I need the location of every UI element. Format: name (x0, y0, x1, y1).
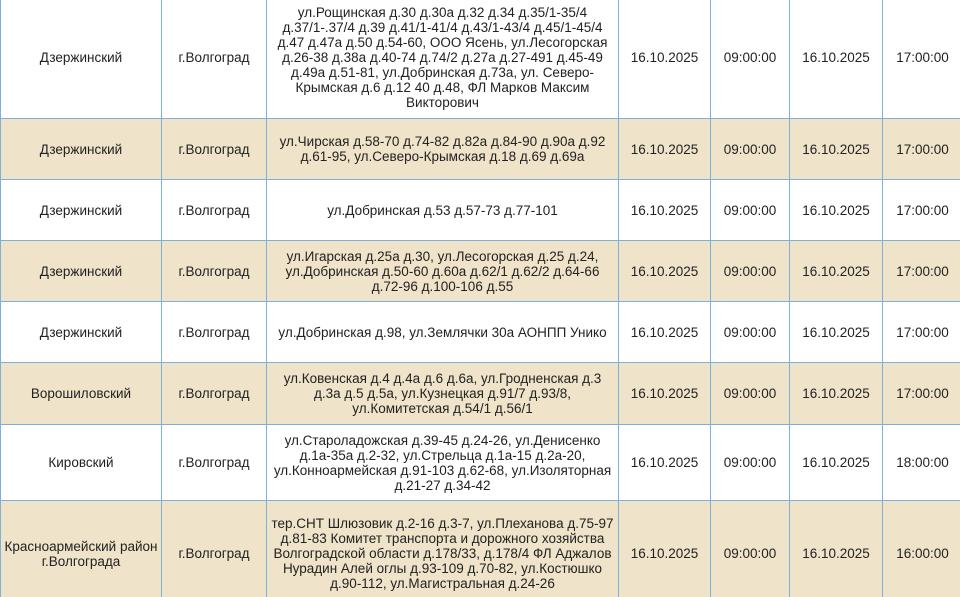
city-cell: г.Волгоград (162, 302, 267, 363)
table-row (1, 302, 960, 363)
city-cell: г.Волгоград (162, 501, 267, 597)
end-date-cell: 16.10.2025 (790, 363, 883, 425)
start-date-cell: 16.10.2025 (619, 302, 711, 363)
end-time-cell: 17:00:00 (883, 302, 960, 363)
end-date-cell: 16.10.2025 (790, 119, 883, 180)
end-date-cell: 16.10.2025 (790, 241, 883, 302)
start-time-cell: 09:00:00 (711, 363, 790, 425)
end-time-cell: 17:00:00 (883, 0, 960, 119)
district-cell: Дзержинский (1, 180, 162, 241)
start-date-cell: 16.10.2025 (619, 241, 711, 302)
city-cell: г.Волгоград (162, 180, 267, 241)
end-date-cell: 16.10.2025 (790, 425, 883, 501)
city-cell: г.Волгоград (162, 425, 267, 501)
address-cell: тер.СНТ Шлюзовик д.2-16 д.3-7, ул.Плеханова д.75-97 д.81-83 Комитет транспорта и дорожного хозяйства Волгоградской области д.178/33, д.178/4 ФЛ Аджалов Нурадин Алей оглы д.93-109 д.70-82, ул.Костюшко д.90-112, ул.Магистральная д.24-26 (267, 501, 619, 597)
table-row (1, 425, 960, 501)
city-cell: г.Волгоград (162, 119, 267, 180)
end-date-cell: 16.10.2025 (790, 501, 883, 597)
district-cell: Дзержинский (1, 0, 162, 119)
start-time-cell: 09:00:00 (711, 0, 790, 119)
district-cell: Красноармейский район г.Волгограда (1, 501, 162, 597)
start-time-cell: 09:00:00 (711, 302, 790, 363)
table-row (1, 363, 960, 425)
district-cell: Дзержинский (1, 302, 162, 363)
table-row (1, 501, 960, 597)
end-time-cell: 17:00:00 (883, 119, 960, 180)
end-date-cell: 16.10.2025 (790, 180, 883, 241)
address-cell: ул.Добринская д.98, ул.Землячки 30а АОНПП Унико (267, 302, 619, 363)
end-date-cell: 16.10.2025 (790, 302, 883, 363)
table-row (1, 241, 960, 302)
district-cell: Ворошиловский (1, 363, 162, 425)
district-cell: Дзержинский (1, 119, 162, 180)
table-row (1, 0, 960, 119)
address-cell: ул.Добринская д.53 д.57-73 д.77-101 (267, 180, 619, 241)
address-cell: ул.Чирская д.58-70 д.74-82 д.82а д.84-90 д.90а д.92 д.61-95, ул.Северо-Крымская д.18 д.69 д.69а (267, 119, 619, 180)
end-time-cell: 17:00:00 (883, 241, 960, 302)
address-cell: ул.Рощинская д.30 д.30а д.32 д.34 д.35/1-35/4 д.37/1-.37/4 д.39 д.41/1-41/4 д.43/1-43/4 д.45/1-45/4 д.47 д.47а д.50 д.54-60, ООО Ясень, ул.Лесогорская д.26-38 д.38а д.40-74 д.74/2 д.27а д.27-491 д.45-49 д.49а д.51-81, ул.Добринская д.73а, ул. Северо-Крымская д.6 д.12 40 д.48, ФЛ Марков Максим Викторович (267, 0, 619, 119)
start-time-cell: 09:00:00 (711, 241, 790, 302)
start-date-cell: 16.10.2025 (619, 425, 711, 501)
start-date-cell: 16.10.2025 (619, 501, 711, 597)
start-time-cell: 09:00:00 (711, 501, 790, 597)
start-date-cell: 16.10.2025 (619, 180, 711, 241)
start-date-cell: 16.10.2025 (619, 119, 711, 180)
start-date-cell: 16.10.2025 (619, 0, 711, 119)
district-cell: Дзержинский (1, 241, 162, 302)
start-date-cell: 16.10.2025 (619, 363, 711, 425)
end-time-cell: 17:00:00 (883, 180, 960, 241)
city-cell: г.Волгоград (162, 0, 267, 119)
end-time-cell: 16:00:00 (883, 501, 960, 597)
end-date-cell: 16.10.2025 (790, 0, 883, 119)
table-row (1, 180, 960, 241)
end-time-cell: 17:00:00 (883, 363, 960, 425)
start-time-cell: 09:00:00 (711, 119, 790, 180)
address-cell: ул.Игарская д.25а д.30, ул.Лесогорская д.25 д.24, ул.Добринская д.50-60 д.60а д.62/1 д.62/2 д.64-66 д.72-96 д.100-106 д.55 (267, 241, 619, 302)
district-cell: Кировский (1, 425, 162, 501)
start-time-cell: 09:00:00 (711, 425, 790, 501)
start-time-cell: 09:00:00 (711, 180, 790, 241)
address-cell: ул.Староладожская д.39-45 д.24-26, ул.Денисенко д.1а-35а д.2-32, ул.Стрельца д.1а-15 д.2а-20, ул.Конноармейская д.91-103 д.62-68, ул.Изоляторная д.21-27 д.34-42 (267, 425, 619, 501)
city-cell: г.Волгоград (162, 363, 267, 425)
table-row (1, 119, 960, 180)
city-cell: г.Волгоград (162, 241, 267, 302)
address-cell: ул.Ковенская д.4 д.4а д.6 д.6а, ул.Гродненская д.3 д.3а д.5 д.5а, ул.Кузнецкая д.91/7 д.93/8, ул.Комитетская д.54/1 д.56/1 (267, 363, 619, 425)
end-time-cell: 18:00:00 (883, 425, 960, 501)
